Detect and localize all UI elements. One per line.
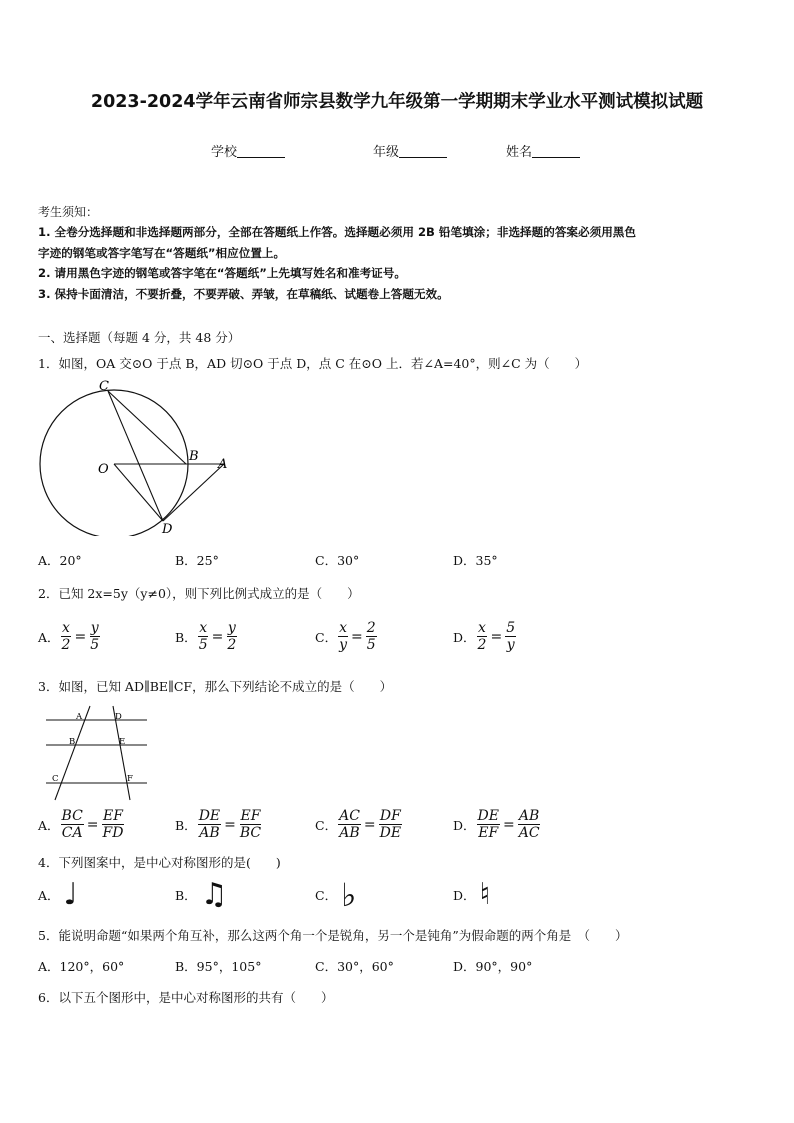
- question-3-option-d[interactable]: D． $\frac{DE}{EF}$ = $\frac{AB}{AC}$: [453, 808, 540, 841]
- label-c: C: [99, 379, 109, 394]
- question-2-option-a[interactable]: A． $\frac{x}{2}$ = $\frac{y}{5}$: [38, 620, 100, 653]
- fraction-right: [239, 808, 262, 841]
- denominator: 5: [198, 637, 208, 653]
- circle-o: [40, 390, 188, 536]
- question-1-option-b[interactable]: B．25°: [175, 553, 219, 568]
- question-2-text: 2．已知 2x=5y（y≠0），则下列比例式成立的是（ ）: [38, 586, 360, 601]
- notice-item-3: 3. 保持卡面清洁，不要折叠，不要弄破、弄皱，在草稿纸、试题卷上答题无效。: [38, 287, 449, 301]
- option-letter: D．: [453, 629, 476, 645]
- option-letter: D．: [453, 817, 476, 833]
- denominator: 2: [227, 637, 237, 653]
- fraction-right: [379, 808, 402, 841]
- numerator: y: [227, 620, 236, 636]
- label-c: C: [52, 774, 59, 784]
- question-5-option-d[interactable]: D．90°，90°: [453, 959, 533, 974]
- option-letter: D．: [453, 888, 476, 903]
- question-5-text: 5．能说明命题“如果两个角互补，那么这两个角一个是锐角，另一个是钝角”为假命题的两个角是 （ ）: [38, 928, 628, 943]
- fraction-right: [518, 808, 541, 841]
- question-4-option-b[interactable]: [175, 877, 228, 912]
- notice-item-1-line-1: 1. 全卷分选择题和非选择题两部分，全部在答题纸上作答。选择题必须用 2B 铅笔填涂；非选择题的答案必须用黑色: [38, 225, 636, 239]
- grade-field: [373, 141, 447, 160]
- fraction-right: [505, 620, 516, 653]
- numerator: 5: [506, 620, 516, 636]
- fraction-right: [102, 808, 125, 841]
- notice-item-2: 2. 请用黑色字迹的钢笔或答字笔在“答题纸”上先填写姓名和准考证号。: [38, 266, 406, 280]
- question-4-text: 4．下列图案中，是中心对称图形的是( ): [38, 855, 281, 870]
- question-3-parallel-lines-figure: [42, 704, 152, 802]
- label-o: O: [98, 462, 109, 477]
- numerator: DE: [198, 808, 221, 824]
- question-6-text: 6．以下五个图形中，是中心对称图形的共有（ ）: [38, 990, 334, 1005]
- fraction-left: [338, 620, 348, 653]
- label-b: B: [189, 449, 199, 464]
- label-a: A: [218, 457, 228, 472]
- fraction-left: [61, 620, 72, 653]
- denominator: y: [339, 637, 347, 653]
- quarter-note-icon: ♩: [63, 877, 78, 912]
- option-letter: C．: [315, 629, 338, 645]
- question-1-option-d[interactable]: D．35°: [453, 553, 498, 568]
- numerator: AC: [339, 808, 360, 824]
- denominator: FD: [102, 825, 124, 841]
- denominator: CA: [61, 825, 83, 841]
- beamed-notes-icon: ♫: [200, 877, 228, 912]
- question-3-option-a[interactable]: A． $\frac{BC}{CA}$ = $\frac{EF}{FD}$: [38, 808, 124, 841]
- denominator: 5: [90, 637, 100, 653]
- numerator: AB: [518, 808, 540, 824]
- name-label: 姓名: [506, 145, 533, 160]
- segment-cd: [108, 391, 163, 521]
- fraction-right: [89, 620, 100, 653]
- school-label: 学校: [211, 145, 238, 160]
- question-1-circle-figure: [36, 376, 236, 536]
- denominator: y: [506, 637, 515, 653]
- question-1-option-a[interactable]: A．20°: [38, 553, 82, 568]
- fraction-left: [477, 808, 500, 841]
- denominator: 5: [366, 637, 376, 653]
- question-2-option-d[interactable]: D． $\frac{x}{2}$ = $\frac{5}{y}$: [453, 620, 516, 653]
- option-letter: C．: [315, 817, 338, 833]
- option-letter: C．: [315, 888, 338, 903]
- question-3-text: 3．如图，已知 AD∥BE∥CF，那么下列结论不成立的是（ ）: [38, 679, 393, 694]
- question-5-option-b[interactable]: B．95°，105°: [175, 959, 262, 974]
- label-d: D: [162, 522, 173, 536]
- school-blank: [237, 145, 285, 158]
- denominator: EF: [478, 825, 499, 841]
- fraction-left: [198, 808, 221, 841]
- numerator: EF: [240, 808, 261, 824]
- label-f: F: [127, 774, 133, 784]
- label-a: A: [76, 712, 83, 722]
- flat-sign-icon: ♭: [341, 876, 357, 914]
- question-4-option-d[interactable]: [453, 877, 491, 912]
- grade-blank: [399, 145, 447, 158]
- fraction-right: [226, 620, 237, 653]
- numerator: x: [62, 620, 70, 636]
- question-2-option-c[interactable]: C． $\frac{x}{y}$ = $\frac{2}{5}$: [315, 620, 376, 653]
- numerator: 2: [366, 620, 376, 636]
- natural-sign-icon: ♮: [479, 877, 491, 912]
- fraction-left: [61, 808, 84, 841]
- fraction-right: [366, 620, 377, 653]
- segment-ad: [163, 464, 224, 521]
- denominator: AB: [199, 825, 220, 841]
- numerator: EF: [103, 808, 123, 824]
- option-letter: B．: [175, 817, 197, 833]
- name-blank: [532, 145, 580, 158]
- question-2-option-b[interactable]: B． $\frac{x}{5}$ = $\frac{y}{2}$: [175, 620, 237, 653]
- label-b: B: [69, 737, 76, 747]
- question-3-option-b[interactable]: B． $\frac{DE}{AB}$ = $\frac{EF}{BC}$: [175, 808, 262, 841]
- section-heading: 一、选择题（每题 4 分，共 48 分）: [38, 330, 241, 345]
- question-5-option-a[interactable]: A．120°，60°: [38, 959, 125, 974]
- numerator: x: [478, 620, 486, 636]
- numerator: DE: [477, 808, 499, 824]
- denominator: BC: [239, 825, 262, 841]
- segment-cb: [108, 391, 186, 464]
- option-letter: A．: [38, 888, 60, 903]
- fraction-left: [338, 808, 361, 841]
- fraction-left: [477, 620, 488, 653]
- denominator: AB: [339, 825, 360, 841]
- question-5-option-c[interactable]: C．30°，60°: [315, 959, 394, 974]
- numerator: x: [339, 620, 347, 636]
- denominator: AC: [518, 825, 540, 841]
- question-3-option-c[interactable]: C． $\frac{AC}{AB}$ = $\frac{DF}{DE}$: [315, 808, 402, 841]
- segment-od: [114, 464, 163, 521]
- name-field: [506, 141, 580, 160]
- denominator: 2: [477, 637, 487, 653]
- numerator: x: [199, 620, 208, 636]
- numerator: DF: [379, 808, 401, 824]
- question-4-option-c[interactable]: [315, 876, 357, 914]
- school-field: [211, 141, 285, 160]
- question-4-option-a[interactable]: [38, 877, 78, 912]
- numerator: y: [90, 620, 99, 636]
- grade-label: 年级: [373, 145, 400, 160]
- label-d: D: [115, 712, 122, 722]
- option-letter: B．: [175, 888, 197, 903]
- notice-item-1-line-2: 字迹的钢笔或答字笔写在“答题纸”相应位置上。: [38, 246, 286, 260]
- label-e: E: [119, 737, 126, 747]
- numerator: BC: [61, 808, 83, 824]
- fraction-left: [198, 620, 209, 653]
- option-letter: A．: [38, 629, 60, 645]
- question-1-option-c[interactable]: C．30°: [315, 553, 360, 568]
- denominator: 2: [61, 637, 71, 653]
- page-title: 2023-2024学年云南省师宗县数学九年级第一学期期末学业水平测试模拟试题: [90, 92, 704, 112]
- option-letter: A．: [38, 817, 60, 833]
- option-letter: B．: [175, 629, 197, 645]
- denominator: DE: [379, 825, 402, 841]
- question-1-text: 1．如图，OA 交⊙O 于点 B，AD 切⊙O 于点 D，点 C 在⊙O 上．若∠A=40°，则∠C 为（ ）: [38, 356, 588, 371]
- notice-heading: 考生须知：: [38, 205, 99, 219]
